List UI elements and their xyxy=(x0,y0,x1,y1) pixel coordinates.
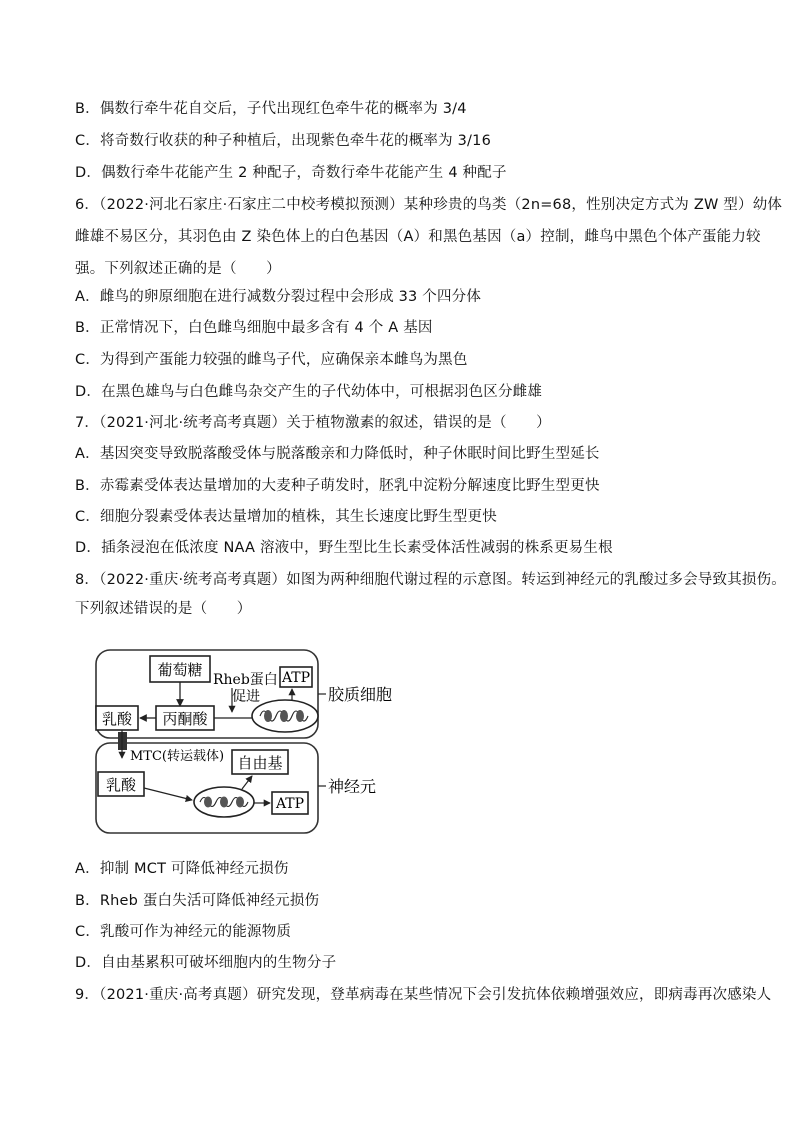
lactate-label-top: 乳酸 xyxy=(101,710,133,728)
q6-stem-line-1: 6．（2022·河北石家庄·石家庄二中校考模拟预测）某种珍贵的鸟类（2n=68，性别决定方式为 ZW 型）幼体 xyxy=(75,197,783,213)
q8-option-d: D．自由基累积可破坏细胞内的生物分子 xyxy=(75,955,337,971)
mtc-label: MTC(转运载体) xyxy=(130,749,225,764)
q8-stem-line-1: 8．（2022·重庆·统考高考真题）如图为两种细胞代谢过程的示意图。转运到神经元的乳酸过多会导致其损伤。 xyxy=(75,572,786,588)
q7-option-a: A．基因突变导致脱落酸受体与脱落酸亲和力降低时，种子休眠时间比野生型延长 xyxy=(75,446,600,462)
q5-option-c: C．将奇数行收获的种子种植后，出现紫色牵牛花的概率为 3/16 xyxy=(75,133,491,149)
q7-option-b: B．赤霉素受体表达量增加的大麦种子萌发时，胚乳中淀粉分解速度比野生型更快 xyxy=(75,478,600,494)
q8-option-c: C．乳酸可作为神经元的能源物质 xyxy=(75,924,292,940)
q5-option-b: B．偶数行牵牛花自交后，子代出现红色牵牛花的概率为 3/4 xyxy=(75,101,467,117)
atp-label-bottom: ATP xyxy=(275,796,305,812)
pyruvate-label: 丙酮酸 xyxy=(162,710,208,728)
atp-label-top: ATP xyxy=(281,670,311,686)
q8-option-b: B．Rheb 蛋白失活可降低神经元损伤 xyxy=(75,893,320,909)
mitochondrion-top xyxy=(252,700,318,732)
q9-stem-line-1: 9．（2021·重庆·高考真题）研究发现，登革病毒在某些情况下会引发抗体依赖增强效应，即病毒再次感染人 xyxy=(75,987,772,1003)
q8-option-a: A．抑制 MCT 可降低神经元损伤 xyxy=(75,861,289,877)
q7-option-c: C．细胞分裂素受体表达量增加的植株，其生长速度比野生型更快 xyxy=(75,509,497,525)
q8-stem-line-2: 下列叙述错误的是（ ） xyxy=(75,601,252,617)
cell-metabolism-diagram xyxy=(92,646,422,836)
q6-option-b: B．正常情况下，白色雌鸟细胞中最多含有 4 个 A 基因 xyxy=(75,320,433,336)
mitochondrion-bottom xyxy=(194,787,254,817)
lactate-label-bottom: 乳酸 xyxy=(105,776,137,794)
q6-stem-line-3: 强。下列叙述正确的是（ ） xyxy=(75,261,281,277)
promote-label: 促进 xyxy=(232,689,260,705)
q6-option-d: D．在黑色雄鸟与白色雌鸟杂交产生的子代幼体中，可根据羽色区分雌雄 xyxy=(75,384,543,400)
glial-cell-label: 胶质细胞 xyxy=(328,685,393,704)
neuron-label: 神经元 xyxy=(328,777,377,796)
q7-option-d: D．插条浸泡在低浓度 NAA 溶液中，野生型比生长素受体活性减弱的株系更易生根 xyxy=(75,540,613,556)
q5-option-d: D．偶数行牵牛花能产生 2 种配子，奇数行牵牛花能产生 4 种配子 xyxy=(75,165,507,181)
q6-option-c: C．为得到产蛋能力较强的雌鸟子代，应确保亲本雌鸟为黑色 xyxy=(75,352,468,368)
q7-stem: 7．（2021·河北·统考高考真题）关于植物激素的叙述，错误的是（ ） xyxy=(75,415,551,431)
rheb-label: Rheb蛋白 xyxy=(213,672,278,688)
free-radical-label: 自由基 xyxy=(237,754,283,772)
q6-option-a: A．雌鸟的卵原细胞在进行减数分裂过程中会形成 33 个四分体 xyxy=(75,289,482,305)
q6-stem-line-2: 雌雄不易区分，其羽色由 Z 染色体上的白色基因（A）和黑色基因（a）控制，雌鸟中黑色个体产蛋能力较 xyxy=(75,229,761,245)
glucose-label: 葡萄糖 xyxy=(157,661,203,679)
